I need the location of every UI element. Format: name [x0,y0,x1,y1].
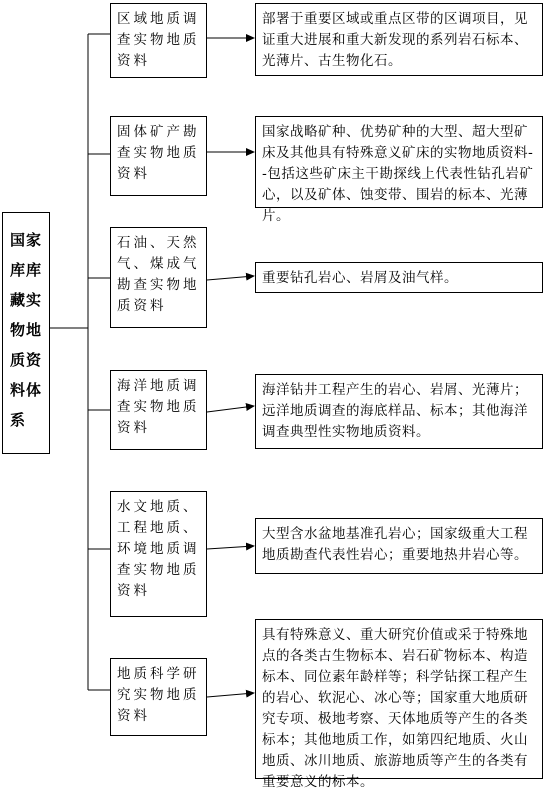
category-label: 石油、天然气、煤成气勘查实物地质资料 [117,235,200,314]
root-label: 国家库库藏实物地质资料体系 [10,231,43,429]
description-text: 海洋钻井工程产生的岩心、岩屑、光薄片；远洋地质调查的海底样品、标本；其他海洋调查典型性实物地质资料。 [262,382,528,440]
category-label: 水文地质、工程地质、环境地质调查实物地质资料 [117,499,200,599]
category-label: 区域地质调查实物地质资料 [117,11,200,69]
description-text: 部署于重要区域或重点区带的区调项目，见证重大进展和重大新发现的系列岩石标本、光薄片、古生物化石。 [262,11,528,69]
arrow-3 [207,276,254,280]
description-text: 大型含水盆地基准孔岩心；国家级重大工程地质勘查代表性岩心；重要地热井岩心等。 [262,526,528,563]
category-box-solid-minerals [110,116,207,196]
description-box-regional-survey [255,3,543,76]
description-box-solid-minerals [255,116,543,224]
category-label: 海洋地质调查实物地质资料 [117,378,200,436]
description-box-oil-gas [255,262,543,293]
description-box-marine-survey [255,374,543,449]
arrow-4 [207,406,254,412]
root-box [2,212,50,454]
category-box-geoscience-research [110,658,207,736]
description-text: 具有特殊意义、重大研究价值或采于特殊地点的各类古生物标本、岩石矿物标本、构造标本、同位素年龄样等；科学钻探工程产生的岩心、软泥心、冰心等；国家重大地质研究专项、极地考察、天体地质等产生的各类标本；其他地质工作，如第四纪地质、火山地质、冰川地质、旅游地质等产生的各类有重要意义的标本。 [262,627,528,790]
description-box-hydro-engineering-environment [255,518,543,574]
category-box-regional-survey [110,3,207,78]
arrow-6 [207,693,254,697]
description-text: 重要钻孔岩心、岩屑及油气样。 [262,270,458,286]
category-label: 地质科学研究实物地质资料 [117,666,200,724]
category-label: 固体矿产勘查实物地质资料 [117,124,200,182]
description-text: 国家战略矿种、优势矿种的大型、超大型矿床及其他具有特殊意义矿床的实物地质资料--包括这些矿床主干勘探线上代表性钻孔岩矿心，以及矿体、蚀变带、围岩的标本、光薄片。 [262,124,534,224]
arrow-5 [207,546,254,549]
category-box-hydro-engineering-environment [110,491,207,617]
category-box-oil-gas [110,227,207,328]
description-box-geoscience-research [255,619,543,790]
category-box-marine-survey [110,370,207,450]
